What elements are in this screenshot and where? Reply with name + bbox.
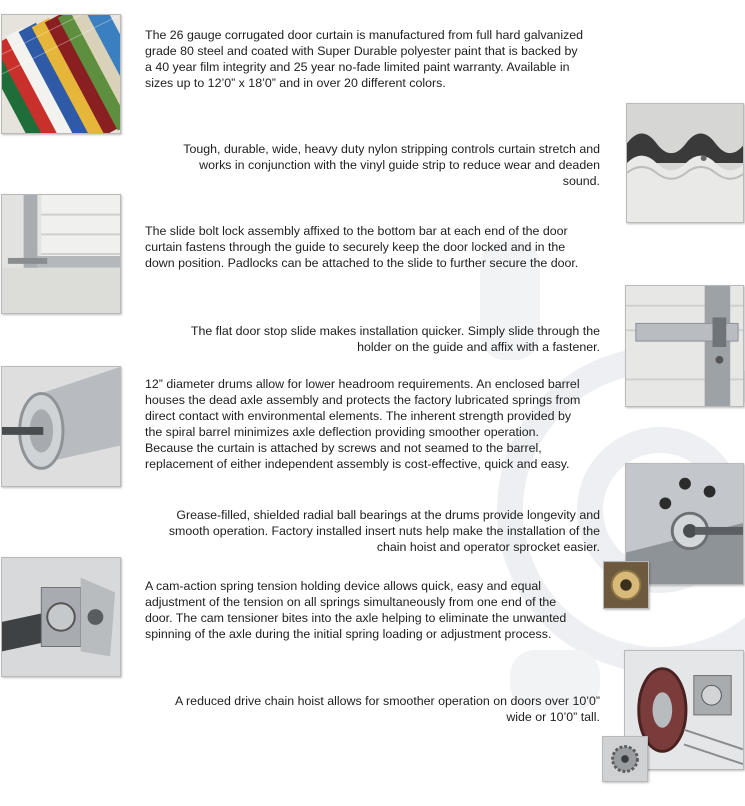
cam-tensioner-icon — [2, 558, 120, 676]
slide-bolt-description: The slide bolt lock assembly affixed to the bottom bar at each end of the door curtain fastens through the guide to securely keep the door locked and in the down position. Padlocks can be attached to the slide to further secure the door. — [145, 224, 579, 270]
curtain-color-swatches-photo — [1, 14, 121, 134]
insert-nut-photo — [603, 561, 649, 609]
chain-hoist-description: A reduced drive chain hoist allows for smoother operation on doors over 10’0” wide or 10’0” tall. — [175, 694, 600, 724]
corrugated-curtain-icon — [627, 104, 743, 222]
nylon-stripping-photo — [626, 103, 744, 223]
drums-description: 12” diameter drums allow for lower headroom requirements. An enclosed barrel houses the dead axle assembly and protects the factory lubricated springs from direct contact with environmental elements. The inherent strength provided by the spiral barrel minimizes axle deflection providing smoother operation. Because the curtain is attached by screws and not seamed to the barrel, replacement of either independent assembly is cost-effective, quick and easy. — [145, 377, 581, 471]
door-stop-icon — [626, 286, 743, 406]
sprocket-icon — [603, 737, 647, 781]
chain-sprocket-photo — [602, 736, 648, 782]
color-swatch-fan-icon — [2, 15, 120, 133]
slide-bolt-lock-photo — [1, 194, 121, 314]
drum-barrel-photo — [1, 366, 121, 487]
bearings-description: Grease-filled, shielded radial ball bearings at the drums provide longevity and smooth operation. Factory installed insert nuts help make the installation of the chain hoist and operator sprocket easier. — [168, 508, 600, 554]
curtain-description: The 26 gauge corrugated door curtain is manufactured from full hard galvanized grade 80 steel and coated with Super Durable polyester paint that is backed by a 40 year film integrity and 25 year no-fade limited paint warranty. Available in sizes up to 12’0” x 18’0” and in over 20 different colors. — [145, 28, 584, 90]
door-stop-slide-photo — [625, 285, 744, 407]
cam-tension-description: A cam-action spring tension holding device allows quick, easy and equal adjustment of the tension on all springs simultaneously from one end of the door. The cam tensioner bites into the axle helping to eliminate the unwanted spinning of the axle during the initial spring loading or adjustment process. — [145, 579, 567, 641]
nylon-stripping-description: Tough, durable, wide, heavy duty nylon stripping controls curtain stretch and works in conjunction with the vinyl guide strip to reduce wear and deaden sound. — [183, 142, 600, 188]
slide-bolt-icon — [2, 195, 120, 313]
door-stop-description: The flat door stop slide makes installation quicker. Simply slide through the holder on the guide and affix with a fastener. — [190, 324, 600, 354]
drum-icon — [2, 367, 120, 486]
cam-tensioner-photo — [1, 557, 121, 677]
insert-nut-icon — [604, 562, 648, 608]
